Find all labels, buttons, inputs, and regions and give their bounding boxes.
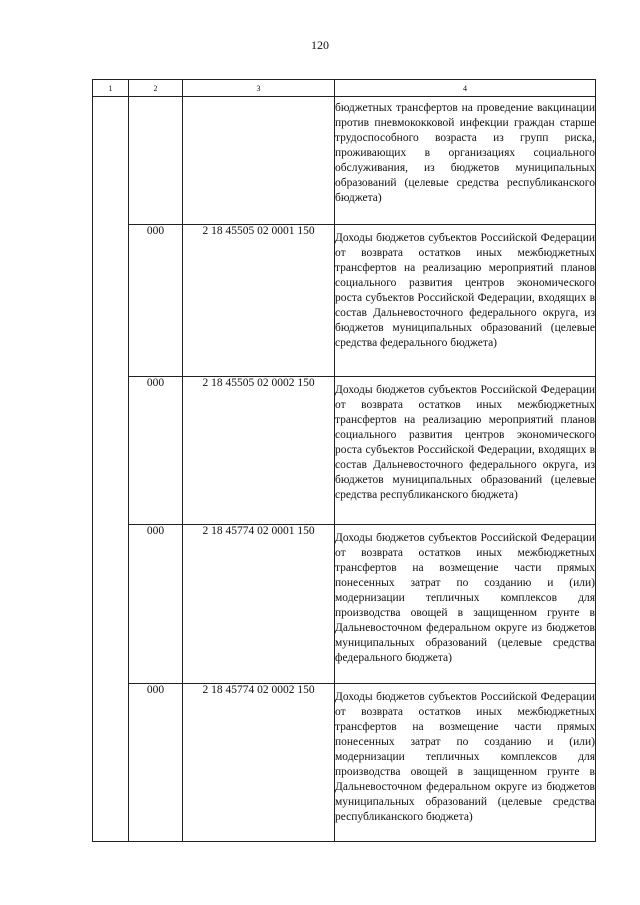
admin-code-cell [129, 97, 183, 225]
description-cell: Доходы бюджетов субъектов Российской Федерации от возврата остатков иных межбюджетных трансфертов на возмещение части прямых понесенных затрат по созданию и (или) модернизации тепличных комплексов для производства овощей в защищенном грунте в Дальневосточном федеральном округе из бюджетов муниципальных образований (целевые средства федерального бюджета) [335, 525, 596, 684]
page-number: 120 [311, 38, 329, 52]
admin-code-cell: 000 [129, 525, 183, 684]
table-row [93, 684, 596, 842]
budget-revenue-table [92, 79, 596, 842]
column-header-1: 1 [93, 80, 129, 97]
budget-code-cell: 2 18 45774 02 0002 150 [183, 684, 335, 842]
budget-code-cell [183, 97, 335, 225]
table-row-continuation [93, 97, 596, 225]
admin-code-cell: 000 [129, 377, 183, 525]
table-row [93, 525, 596, 684]
budget-code-cell: 2 18 45505 02 0002 150 [183, 377, 335, 525]
admin-code-cell: 000 [129, 225, 183, 377]
table-header-row [93, 80, 596, 97]
column-1-cell [93, 97, 129, 842]
column-header-4: 4 [335, 80, 596, 97]
column-header-2: 2 [129, 80, 183, 97]
description-cell: бюджетных трансфертов на проведение вакцинации против пневмококковой инфекции граждан старше трудоспособного возраста из групп риска, проживающих в организациях социального обслуживания, из бюджетов муниципальных образований (целевые средства республиканского бюджета) [335, 97, 596, 225]
description-cell: Доходы бюджетов субъектов Российской Федерации от возврата остатков иных межбюджетных трансфертов на реализацию мероприятий планов социального развития центров экономического роста субъектов Российской Федерации, входящих в состав Дальневосточного федерального округа, из бюджетов муниципальных образований (целевые средства республиканского бюджета) [335, 377, 596, 525]
description-cell: Доходы бюджетов субъектов Российской Федерации от возврата остатков иных межбюджетных трансфертов на возмещение части прямых понесенных затрат по созданию и (или) модернизации тепличных комплексов для производства овощей в защищенном грунте в Дальневосточном федеральном округе из бюджетов муниципальных образований (целевые средства республиканского бюджета) [335, 684, 596, 842]
admin-code-cell: 000 [129, 684, 183, 842]
budget-code-cell: 2 18 45505 02 0001 150 [183, 225, 335, 377]
budget-code-cell: 2 18 45774 02 0001 150 [183, 525, 335, 684]
column-header-3: 3 [183, 80, 335, 97]
table-row [93, 225, 596, 377]
table-row [93, 377, 596, 525]
description-cell: Доходы бюджетов субъектов Российской Федерации от возврата остатков иных межбюджетных трансфертов на реализацию мероприятий планов социального развития центров экономического роста субъектов Российской Федерации, входящих в состав Дальневосточного федерального округа, из бюджетов муниципальных образований (целевые средства федерального бюджета) [335, 225, 596, 377]
